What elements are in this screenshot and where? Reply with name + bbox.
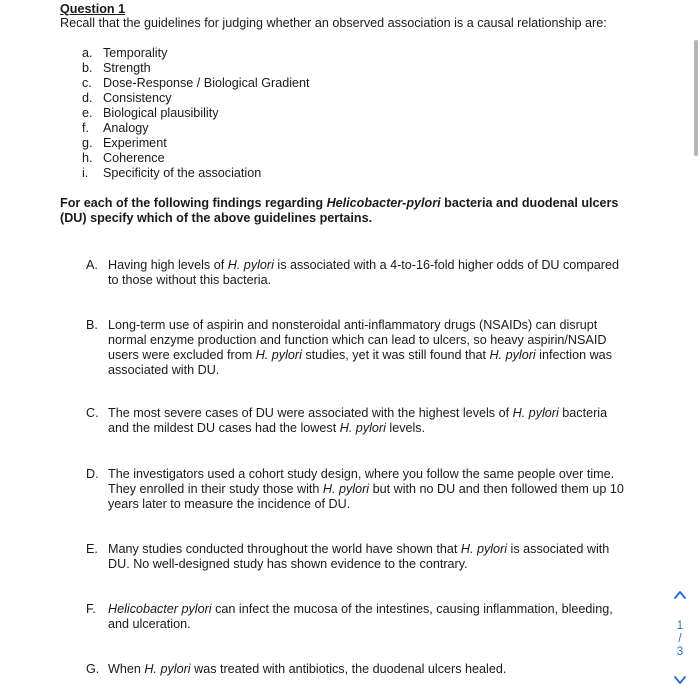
intro-text: Recall that the guidelines for judging whether an observed association is a causal relationship are: — [60, 16, 607, 30]
guideline-text: Coherence — [103, 151, 165, 165]
page-total: 3 — [676, 646, 684, 658]
finding-text-italic: Helicobacter pylori — [108, 602, 212, 616]
guideline-marker: h. — [82, 151, 93, 165]
finding-item — [86, 258, 626, 288]
finding-item — [86, 542, 626, 572]
guideline-marker: a. — [82, 46, 93, 60]
finding-label: G. — [86, 662, 100, 676]
guideline-text: Strength — [103, 61, 151, 75]
finding-label: A. — [86, 258, 98, 272]
finding-text-italic: H. pylori — [255, 348, 302, 362]
page-up-chevron-icon[interactable] — [672, 587, 688, 603]
guideline-text: Biological plausibility — [103, 106, 219, 120]
finding-text — [108, 258, 626, 288]
finding-label: D. — [86, 467, 99, 481]
finding-text-part: Having high levels of — [108, 258, 228, 272]
finding-text-part: Many studies conducted throughout the world have shown that — [108, 542, 461, 556]
finding-text-italic: H. pylori — [144, 662, 191, 676]
guideline-item — [82, 61, 310, 76]
page-current: 1 — [676, 620, 684, 632]
guideline-item — [82, 91, 310, 106]
finding-text-italic: H. pylori — [489, 348, 536, 362]
guideline-item — [82, 106, 310, 121]
finding-label: E. — [86, 542, 98, 556]
finding-item — [86, 602, 626, 632]
finding-text — [108, 318, 626, 378]
guideline-text: Analogy — [103, 121, 149, 135]
guideline-item — [82, 151, 310, 166]
prompt-after: bacteria and duodenal ulcers (DU) specify which of the above guidelines pertains. — [60, 196, 619, 225]
finding-text — [108, 467, 626, 512]
guideline-marker: d. — [82, 91, 93, 105]
finding-text-italic: H. pylori — [322, 482, 370, 496]
finding-text-italic: H. pylori — [460, 542, 508, 556]
guideline-marker: e. — [82, 106, 93, 120]
question-title: Question 1 — [60, 2, 126, 16]
guideline-item — [82, 136, 310, 151]
guideline-item — [82, 46, 310, 61]
guideline-list — [82, 46, 310, 181]
finding-text — [108, 406, 626, 436]
finding-item — [86, 406, 626, 436]
guideline-marker: g. — [82, 136, 93, 150]
prompt-before: For each of the following findings regarding — [60, 196, 327, 210]
finding-label: F. — [86, 602, 96, 616]
finding-text-part: is associated with DU. No well-designed study has shown evidence to the contrary. — [108, 542, 610, 571]
guideline-text: Dose-Response / Biological Gradient — [103, 76, 310, 90]
finding-item — [86, 467, 626, 512]
prompt-text — [60, 196, 620, 226]
finding-text-part: studies, yet it was still found that — [301, 348, 490, 362]
finding-text-italic: H. pylori — [512, 406, 559, 420]
finding-text-part: was treated with antibiotics, the duodenal ulcers healed. — [190, 662, 507, 676]
prompt-emphasis: Helicobacter-pylori — [326, 196, 441, 210]
guideline-text: Experiment — [103, 136, 167, 150]
finding-text-part: The investigators used a cohort study design, where you follow the same people over time. They enrolled in their study those with — [108, 467, 615, 496]
finding-text-part: Long-term use of aspirin and nonsteroidal anti-inflammatory drugs (NSAIDs) can disrupt normal enzyme production and function which can lead to ulcers, so heavy aspirin/NSAID users were excluded from — [108, 318, 607, 362]
finding-text-part: bacteria and the mildest DU cases had the lowest — [108, 406, 608, 435]
guideline-marker: i. — [82, 166, 89, 180]
finding-label: B. — [86, 318, 98, 332]
finding-text-part: can infect the mucosa of the intestines, causing inflammation, bleeding, and ulceration. — [108, 602, 613, 631]
finding-text-part: is associated with a 4-to-16-fold higher odds of DU compared to those without this bacteria. — [108, 258, 620, 287]
finding-item — [86, 318, 626, 378]
scrollbar-thumb[interactable] — [694, 40, 698, 156]
finding-text-italic: H. pylori — [339, 421, 386, 435]
finding-text-part: levels. — [385, 421, 426, 435]
finding-text — [108, 602, 626, 632]
guideline-text: Temporality — [103, 46, 168, 60]
finding-text-part: infection was associated with DU. — [108, 348, 612, 377]
finding-text — [108, 662, 626, 677]
guideline-text: Consistency — [103, 91, 172, 105]
finding-text-part: The most severe cases of DU were associated with the highest levels of — [108, 406, 513, 420]
finding-text-part: but with no DU and then followed them up 10 years later to measure the incidence of DU. — [108, 482, 624, 511]
guideline-item — [82, 121, 310, 136]
guideline-marker: b. — [82, 61, 93, 75]
guideline-text: Specificity of the association — [103, 166, 262, 180]
guideline-marker: f. — [82, 121, 89, 135]
finding-text-part: When — [108, 662, 145, 676]
guideline-item — [82, 76, 310, 91]
finding-text-italic: H. pylori — [227, 258, 274, 272]
finding-item — [86, 662, 626, 677]
finding-label: C. — [86, 406, 99, 420]
page-down-chevron-icon[interactable] — [672, 672, 688, 688]
guideline-marker: c. — [82, 76, 92, 90]
guideline-item — [82, 166, 310, 181]
finding-text — [108, 542, 626, 572]
page-separator: / — [678, 633, 682, 645]
